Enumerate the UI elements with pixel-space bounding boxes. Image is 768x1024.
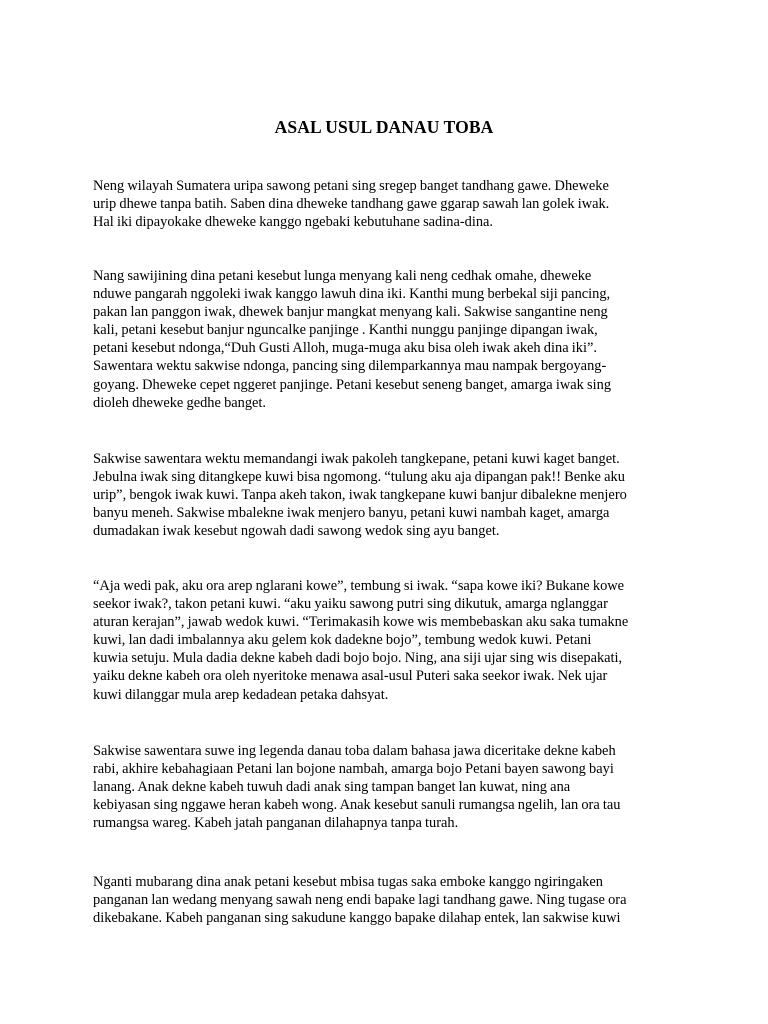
- paragraph-5: [93, 742, 663, 832]
- paragraph-line: rumangsa wareg. Kabeh jatah panganan dilahapnya tanpa turah.: [93, 815, 459, 832]
- paragraph-line: kuwi, lan dadi imbalannya aku gelem kok dadekne bojo”, tembung wedok kuwi. Petani: [93, 632, 592, 649]
- paragraph-line: Sakwise sawentara suwe ing legenda danau toba dalam bahasa jawa diceritake dekne kabeh: [93, 743, 616, 759]
- paragraph-line: pakan lan panggon iwak, dhewek banjur mangkat menyang kali. Sakwise sangantine neng: [93, 304, 608, 321]
- paragraph-line: kebiyasan sing nggawe heran kabeh wong. Anak kesebut sanuli rumangsa ngelih, lan ora tau: [93, 797, 621, 814]
- paragraph-4: [93, 577, 663, 704]
- paragraph-line: urip”, bengok iwak kuwi. Tanpa akeh takon, iwak tangkepane kuwi banjur dibalekne menjero: [93, 487, 627, 504]
- paragraph-2: [93, 267, 663, 412]
- paragraph-line: yaiku dekne kabeh ora oleh nyeritoke menawa asal-usul Puteri saka seekor iwak. Nek ujar: [93, 668, 608, 685]
- paragraph-line: Sawentara wektu sakwise ndonga, pancing sing dilemparkannya mau nampak bergoyang-: [93, 358, 607, 375]
- document-title: ASAL USUL DANAU TOBA: [274, 117, 494, 137]
- paragraph-line: dikebakane. Kabeh panganan sing sakudune kanggo bapake dilahap entek, lan sakwise kuwi: [93, 910, 621, 927]
- paragraph-1: [93, 177, 663, 231]
- paragraph-6: [93, 873, 663, 927]
- paragraph-line: Nang sawijining dina petani kesebut lunga menyang kali neng cedhak omahe, dheweke: [93, 268, 592, 284]
- paragraph-line: Hal iki dipayokake dheweke kanggo ngebaki kebutuhane sadina-dina.: [93, 214, 494, 231]
- paragraph-line: dumadakan iwak kesebut ngowah dadi sawong wedok sing ayu banget.: [93, 523, 500, 540]
- paragraph-line: “Aja wedi pak, aku ora arep nglarani kowe”, tembung si iwak. “sapa kowe iki? Bukane kowe: [93, 578, 625, 594]
- paragraph-line: aturan kerajan”, jawab wedok kuwi. “Terimakasih kowe wis membebaskan aku saka tumakne: [93, 614, 629, 631]
- paragraph-line: petani kesebut ndonga,“Duh Gusti Alloh, muga-muga aku bisa oleh iwak akeh dina iki”.: [93, 340, 597, 357]
- paragraph-line: dioleh dheweke gedhe banget.: [93, 394, 267, 411]
- paragraph-line: goyang. Dheweke cepet nggeret panjinge. Petani kesebut seneng banget, amarga iwak sing: [93, 376, 612, 393]
- paragraph-line: panganan lan wedang menyang sawah neng endi bapake lagi tandhang gawe. Ning tugase ora: [93, 892, 627, 909]
- paragraph-line: seekor iwak?, takon petani kuwi. “aku yaiku sawong putri sing dikutuk, amarga nglanggar: [93, 596, 608, 613]
- paragraph-line: kali, petani kesebut banjur nguncalke panjinge . Kanthi nunggu panjinge dipangan iwak,: [93, 322, 598, 339]
- paragraph-line: kuwia setuju. Mula dadia dekne kabeh dadi bojo bojo. Ning, ana siji ujar sing wis disepakati,: [93, 650, 623, 667]
- paragraph-line: Sakwise sawentara wektu memandangi iwak pakoleh tangkepane, petani kuwi kaget banget.: [93, 451, 620, 467]
- paragraph-line: kuwi dilanggar mula arep kedadean petaka dahsyat.: [93, 686, 389, 703]
- paragraph-line: lanang. Anak dekne kabeh tuwuh dadi anak sing tampan banget lan kuwat, ning ana: [93, 779, 571, 796]
- paragraph-line: Jebulna iwak sing ditangkepe kuwi bisa ngomong. “tulung aku aja dipangan pak!! Benke aku: [93, 469, 625, 486]
- paragraph-line: Neng wilayah Sumatera uripa sawong petani sing sregep banget tandhang gawe. Dheweke: [93, 178, 609, 194]
- paragraph-line: banyu meneh. Sakwise mbalekne iwak menjero banyu, petani kuwi nambah kaget, amarga: [93, 505, 610, 522]
- paragraph-line: rabi, akhire kebahagiaan Petani lan bojone nambah, amarga bojo Petani bayen sawong bayi: [93, 761, 614, 778]
- paragraph-3: [93, 450, 663, 540]
- paragraph-line: urip dhewe tanpa batih. Saben dina dheweke tandhang gawe ggarap sawah lan golek iwak.: [93, 196, 610, 213]
- paragraph-line: nduwe pangarah nggoleki iwak kanggo lawuh dina iki. Kanthi mung berbekal siji pancing,: [93, 286, 611, 303]
- paragraph-line: Nganti mubarang dina anak petani kesebut mbisa tugas saka emboke kanggo ngiringaken: [93, 874, 603, 890]
